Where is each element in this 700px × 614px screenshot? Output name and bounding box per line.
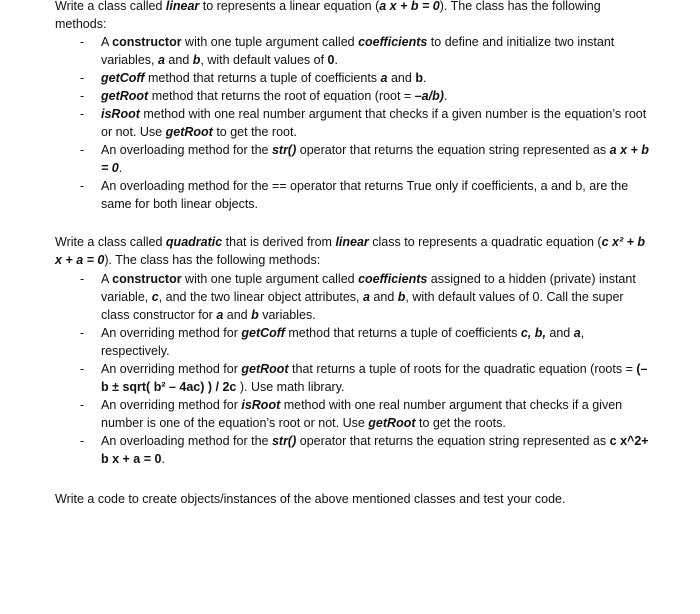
bullet-dash: - xyxy=(80,143,85,157)
list-item-getcoff: - getCoff method that returns a tuple of coefficients a and b. xyxy=(80,71,427,85)
list-item-getcoff: - An overriding method for getCoff method that returns a tuple of coefficients c, b, and a, respectively. xyxy=(80,326,585,358)
bullet-dash: - xyxy=(80,71,85,85)
linear-equation: a x + b = 0 xyxy=(379,0,440,13)
bullet-dash: - xyxy=(80,398,85,412)
list-item-str-overload: - An overloading method for the str() operator that returns the equation string represented as a x + b = 0. xyxy=(80,143,649,175)
bullet-dash: - xyxy=(80,434,85,448)
list-item-getroot: - An overriding method for getRoot that returns a tuple of roots for the quadratic equation (roots = (–b ± sqrt( b² – 4ac) ) / 2c ). Use math library. xyxy=(80,362,648,394)
bullet-dash: - xyxy=(80,107,85,121)
bullet-dash: - xyxy=(80,326,85,340)
linear-intro-paragraph: Write a class called linear to represents a linear equation (a x + b = 0). The class has the following methods: xyxy=(55,0,601,31)
quadratic-equation: c x² + b x + a = 0 xyxy=(55,235,645,267)
bullet-dash: - xyxy=(80,89,85,103)
quadratic-methods-list xyxy=(55,270,655,468)
bullet-dash: - xyxy=(80,362,85,376)
list-item-constructor: - A constructor with one tuple argument called coefficients to define and initialize two instant variables, a and b, with default values of 0. xyxy=(80,35,615,67)
bullet-dash: - xyxy=(80,272,85,286)
list-item-isroot: - An overriding method for isRoot method with one real number argument that checks if a given number is one of the equation’s root or not. Use getRoot to get the roots. xyxy=(80,398,623,430)
closing-paragraph: Write a code to create objects/instances of the above mentioned classes and test your code. xyxy=(55,492,566,506)
list-item-isroot: - isRoot method with one real number argument that checks if a given number is the equation’s root or not. Use getRoot to get the root. xyxy=(80,107,647,139)
base-class-name: linear xyxy=(335,235,369,249)
class-name-linear: linear xyxy=(165,0,200,13)
list-item-str-overload: - An overloading method for the str() operator that returns the equation string represented as c x^2+ b x + a = 0. xyxy=(80,434,649,466)
class-name-quadratic: quadratic xyxy=(165,235,223,249)
list-item-eq-overload: - An overloading method for the == operator that returns True only if coefficients, a and b, are the same for both linear objects. xyxy=(80,179,629,211)
bullet-dash: - xyxy=(80,35,85,49)
bullet-dash: - xyxy=(80,179,85,193)
linear-methods-list xyxy=(55,33,655,213)
list-item-constructor: - A constructor with one tuple argument called coefficients assigned to a hidden (private) instant variable, c, and the two linear object attributes, a and b, with default values of 0. Call the super class constructor for a and b variables. xyxy=(80,272,636,322)
list-item-getroot: - getRoot method that returns the root of equation (root = –a/b). xyxy=(80,89,448,103)
quadratic-intro-paragraph: Write a class called quadratic that is derived from linear class to represents a quadratic equation (c x² + b x + a = 0). The class has the following methods: xyxy=(55,235,645,267)
